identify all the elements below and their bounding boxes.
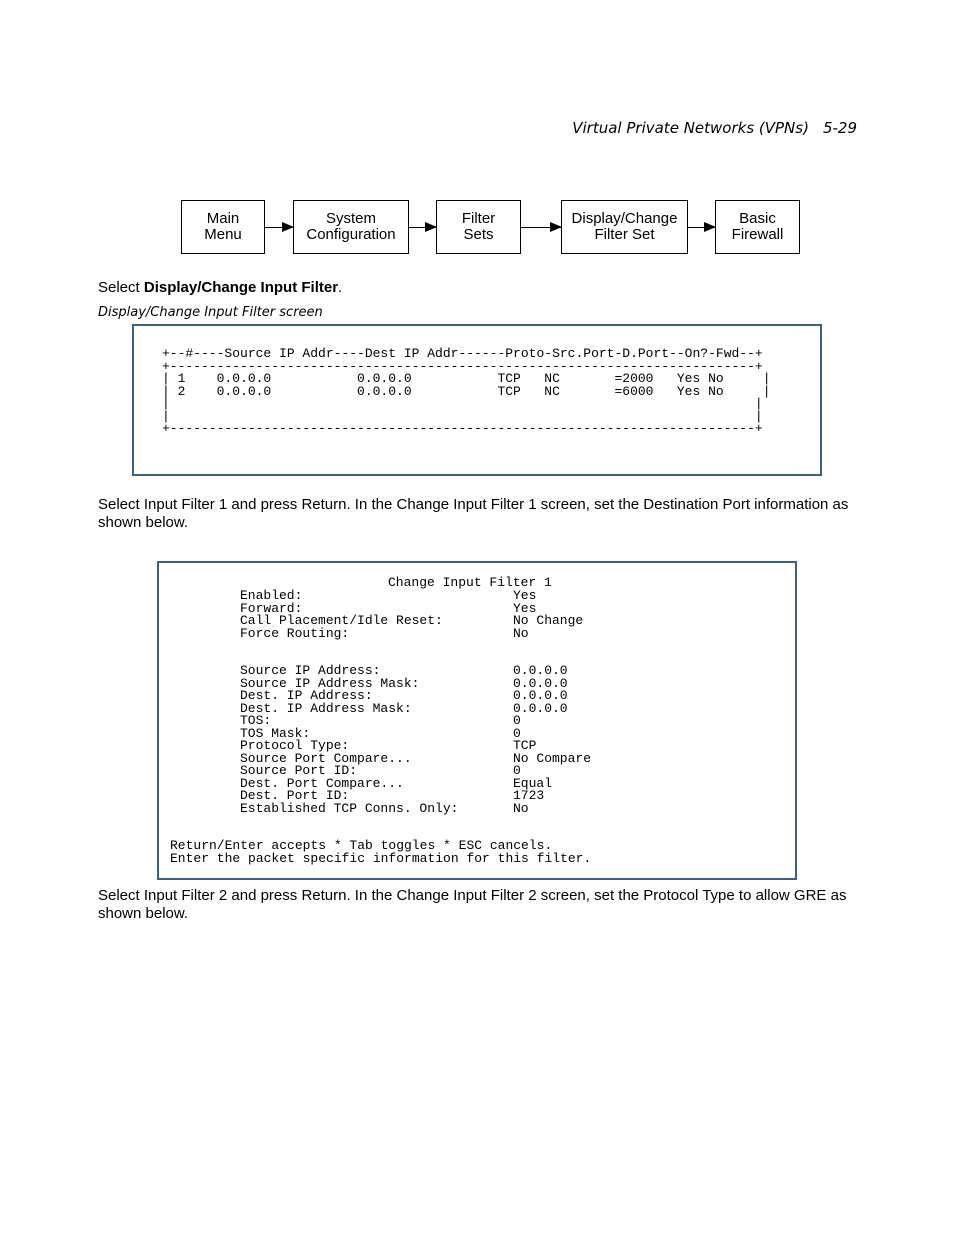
paragraph-2: Select Input Filter 2 and press Return. In the Change Input Filter 2 screen, set the Protocol Type to allow GRE as shown below.: [98, 887, 847, 922]
field-row: Protocol Type: TCP: [240, 738, 537, 753]
field-row: Source Port Compare... No Compare: [240, 750, 592, 766]
field-value[interactable]: Equal: [513, 775, 553, 791]
flow-arrow: [521, 227, 561, 228]
field-row: Call Placement/Idle Reset: No Change: [240, 613, 584, 628]
running-header: [560, 119, 857, 137]
table-header-line: +--#----Source IP Addr----Dest IP Addr------Proto-Src.Port-D.Port--On?-Fwd--+: [162, 346, 763, 361]
field-row: Forward: Yes: [240, 600, 537, 616]
flow-basic-firewall: Basic Firewall: [715, 200, 800, 254]
field-value[interactable]: TCP: [513, 738, 537, 753]
field-value[interactable]: 0.0.0.0: [513, 688, 568, 703]
field-row: Dest. Port ID: 1723: [240, 788, 545, 803]
field-row: TOS Mask: 0: [240, 725, 521, 741]
field-row: Enabled: Yes: [240, 588, 537, 603]
empty-row: | |: [162, 408, 763, 424]
field-value[interactable]: 0.0.0.0: [513, 663, 568, 678]
filter-row-1: | 1 0.0.0.0 0.0.0.0 TCP NC =2000 Yes No |: [162, 371, 771, 386]
filter-table: [162, 348, 771, 436]
footer-keys-hint: Return/Enter accepts * Tab toggles * ESC cancels.: [170, 838, 553, 853]
paragraph-1: Select Input Filter 1 and press Return. In the Change Input Filter 1 screen, set the Destination Port information as shown below.: [98, 496, 849, 531]
table-bottom-line: +---------------------------------------------------------------------------+: [162, 421, 763, 436]
empty-row: | |: [162, 396, 763, 411]
flow-arrow: [265, 227, 293, 228]
settings-group-2: [240, 665, 591, 815]
field-row: Established TCP Conns. Only: No: [240, 800, 529, 816]
field-value[interactable]: No Change: [513, 613, 584, 628]
screen-footer: [170, 840, 591, 865]
intro-instruction: Select Display/Change Input Filter.: [98, 279, 343, 296]
field-value[interactable]: 0: [513, 713, 521, 728]
flow-arrow: [688, 227, 715, 228]
field-row: Dest. IP Address Mask: 0.0.0.0: [240, 700, 568, 716]
field-row: Force Routing: No: [240, 625, 529, 641]
field-value[interactable]: 0: [513, 763, 521, 778]
flow-main-menu: Main Menu: [181, 200, 265, 254]
change-screen-title: Change Input Filter 1: [388, 575, 552, 590]
flow-arrow: [409, 227, 436, 228]
change-filter-screen: [157, 561, 797, 880]
table-border-line: +---------------------------------------------------------------------------+: [162, 358, 763, 374]
field-value[interactable]: 1723: [513, 788, 545, 803]
figure-caption: Display/Change Input Filter screen: [98, 305, 323, 320]
filter-list-screen: [132, 324, 822, 476]
filter-row-2: | 2 0.0.0.0 0.0.0.0 TCP NC =6000 Yes No |: [162, 383, 771, 399]
field-value[interactable]: No: [513, 800, 529, 816]
field-row: Dest. IP Address: 0.0.0.0: [240, 688, 568, 703]
field-value[interactable]: Yes: [513, 588, 537, 603]
field-value[interactable]: No: [513, 625, 529, 641]
footer-help-text: Enter the packet specific information for this filter.: [170, 850, 592, 866]
field-value[interactable]: 0.0.0.0: [513, 675, 568, 691]
settings-group-1: [240, 590, 583, 640]
intro-bold: Display/Change Input Filter: [143, 279, 339, 296]
field-row: Source Port ID: 0: [240, 763, 521, 778]
flow-display-change-filter-set: Display/Change Filter Set: [561, 200, 688, 254]
field-row: Source IP Address: 0.0.0.0: [240, 663, 568, 678]
header-title: Virtual Private Networks (VPNs): [572, 119, 809, 137]
page-number: 5-29: [822, 119, 857, 137]
field-row: Source IP Address Mask: 0.0.0.0: [240, 675, 568, 691]
field-row: Dest. Port Compare... Equal: [240, 775, 553, 791]
flow-filter-sets: Filter Sets: [436, 200, 521, 254]
field-value[interactable]: 0: [513, 725, 521, 741]
flow-system-configuration: System Configuration: [293, 200, 409, 254]
field-value[interactable]: 0.0.0.0: [513, 700, 568, 716]
field-row: TOS: 0: [240, 713, 521, 728]
field-value[interactable]: No Compare: [513, 750, 592, 766]
field-value[interactable]: Yes: [513, 600, 537, 616]
